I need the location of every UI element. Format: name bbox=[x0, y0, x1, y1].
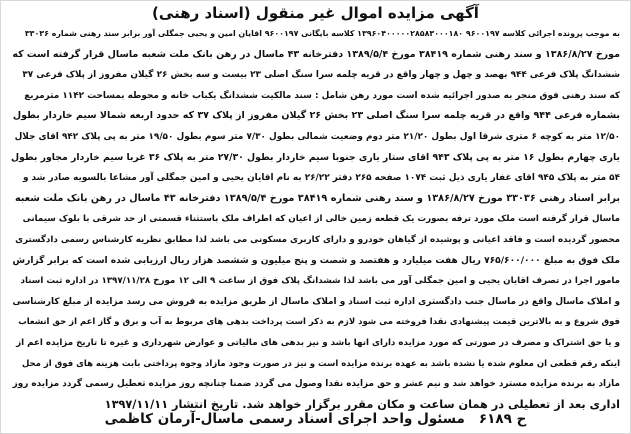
notice-line: یاری چهارم بطول ۱۶ متر به پی پلاک ۹۴۳ اقای ستار یاری جنوبا سیم خاردار بطول ۲۷/۳۰ متر به پلاک ۳۶ غربا سیم خاردار مجاور بطول bbox=[11, 151, 620, 163]
notice-line: اداری بعد از تعطیلی در همان ساعت و مکان مقرر برگزار خواهد شد. تاریخ انتشار ۱۳۹۷/۱۱/۱۱ bbox=[104, 397, 620, 411]
notice-line: برابر اسناد رهنی ۳۳۰۳۶ مورخ ۱۳۸۶/۸/۲۷ و سند رهنی شماره ۳۸۴۱۹ مورخ ۱۳۸۹/۵/۴ دفترخانه ۴۳ ماسال در رهن بانک ملت شعبه bbox=[14, 192, 620, 204]
notice-line: مورخ ۱۳۸۶/۸/۲۷ و سند رهنی شماره ۳۸۴۱۹ مورخ ۱۳۸۹/۵/۴ دفترخانه ۴۳ ماسال در رهن بانک ملت شعبه ماسال قرار گرفته است که bbox=[12, 48, 620, 60]
notice-line: که سند رهنی فوق منجر به صدور اجرائیه شده است مورد رهن شامل : سند مالکیت ششدانگ یکباب خانه و محوطه بمساحت ۱۱۴۲ مترمربع bbox=[24, 90, 620, 101]
notice-signature: مسئول واحد اجرای اسناد رسمی ماسال-آرمان کاظمی bbox=[104, 411, 465, 427]
notice-body bbox=[11, 24, 620, 415]
notice-line: ششدانگ پلاک فرعی ۹۴۴ بهصد و چهل و چهار واقع در قریه چلمه سرا سنگ اصلی ۲۳ بیست و سه بخش ۲۶ گیلان مفروز از پلاک فرعی ۳۷ bbox=[22, 70, 620, 81]
notice-line: اینکه رقم قطعی ان معلوم شده یا نشده باشد به عهده برنده مزایده است و نیز در صورت وجود مازاد وجوه پرداختی بابت هزینه های فوق از محل bbox=[21, 358, 620, 369]
notice-line: ملک فوق به مبلغ ۷۶۵/۶۰۰/۰۰۰ ریال هفت میلیارد و هفتصد و شصت و پنج میلیون و ششصد هزار ریال ارزیابی شده است که برابر گزارش bbox=[12, 255, 620, 266]
notice-line: بشماره فرعی ۹۴۴ واقع در قریه چلمه سرا سنگ اصلی ۲۳ بخش ۲۶ گیلان مفروز از پلاک ۳۷ که حدود اربعه شمالا سیم خاردار بطول bbox=[12, 110, 620, 122]
notice-line: مازاد به برنده مزایده مسترد خواهد شد و نیم عشر و حق مزایده نقدا وصول می گردد ضمنا چنانچه روز مزایده تعطیل رسمی گردد مزایده روز bbox=[12, 379, 620, 390]
notice-footer bbox=[1, 411, 630, 427]
notice-line: ماسال قرار گرفته است ملک مورد ترفه بصورت یک قطعه زمین خالی از اعیان که اطراف ملک باستثناء قسمتی از حد شرقی با بلوک سیمانی bbox=[22, 214, 620, 225]
notice-code: ح ۶۱۸۹ bbox=[478, 411, 527, 427]
notice-line: و املاک ماسال واقع در ماسال جنب دادگستری اداره ثبت اسناد و املاک ماسال از طریق مزایده به فروش می رسد مزایده از مبلغ کارشناسی bbox=[12, 296, 620, 307]
notice-line: ۵۴ متر به پلاک ۹۴۵ اقای غفار یاری ذیل ثبت ۱۰۷۴ صفحه ۲۶۵ دفتر ۲۶/۲۲ به نام اقایان یحیی و امین جمگلی آور مشاعا بالسویه صادر شد و bbox=[22, 173, 620, 184]
notice-line: فوق شروع و به بالاترین قیمت پیشنهادی نقدا فروخته می شود لازم به ذکر است پرداخت بدهی های مربوط به آب و برق و گاز اعم از حق انشعاب bbox=[18, 317, 620, 328]
notice-line: و یا حق اشتراک و مصرف در صورتی که مورد مزایده دارای انها باشد و نیز بدهی های مالیاتی و عوارض شهرداری و غیره تا تاریخ مزایده اعم از bbox=[16, 337, 620, 348]
notice-line: محصور گردیده است و فاقد اعیانی و پوشیده از گیاهان خودرو و دارای کاربری مسکونی می باشد لذا مطابق نظریه کارشناس رسمی دادگستری bbox=[15, 234, 620, 245]
notice-line: ۱۲/۵۰ متر به کوچه ۶ متری شرقا اول بطول ۲۱/۲۰ متر دوم وضعیت شمالی بطول ۷/۳۰ متر سوم بطول ۱۹/۵۰ متر به پی پلاک ۹۴۲ اقای جلال bbox=[14, 131, 620, 142]
notice-line: مامور اجرا در تصرف اقایان یحیی و امین جمگلی آور می باشد لذا ششدانگ پلاک فوق از ساعت ۹ الی ۱۲ مورخ ۱۳۹۷/۱۱/۲۸ در اداره ثبت اسناد bbox=[20, 276, 620, 287]
notice-line: به موجب پرونده اجرائی کلاسه ۹۶۰۰۱۹۷ ۱۳۹۶۰۴۰۰۰۰۰۲۸۵۸۳۰۰۰۱۸۰ کلاسه بایگانی ۹۶۰۰۱۹۷ اقایان امین و یحیی جمگلی آور برابر سند رهنی شماره ۳۳۰۳۶ bbox=[24, 29, 620, 38]
notice-title: آگهی مزایده اموال غیر منقول (اسناد رهنی) bbox=[152, 4, 479, 22]
